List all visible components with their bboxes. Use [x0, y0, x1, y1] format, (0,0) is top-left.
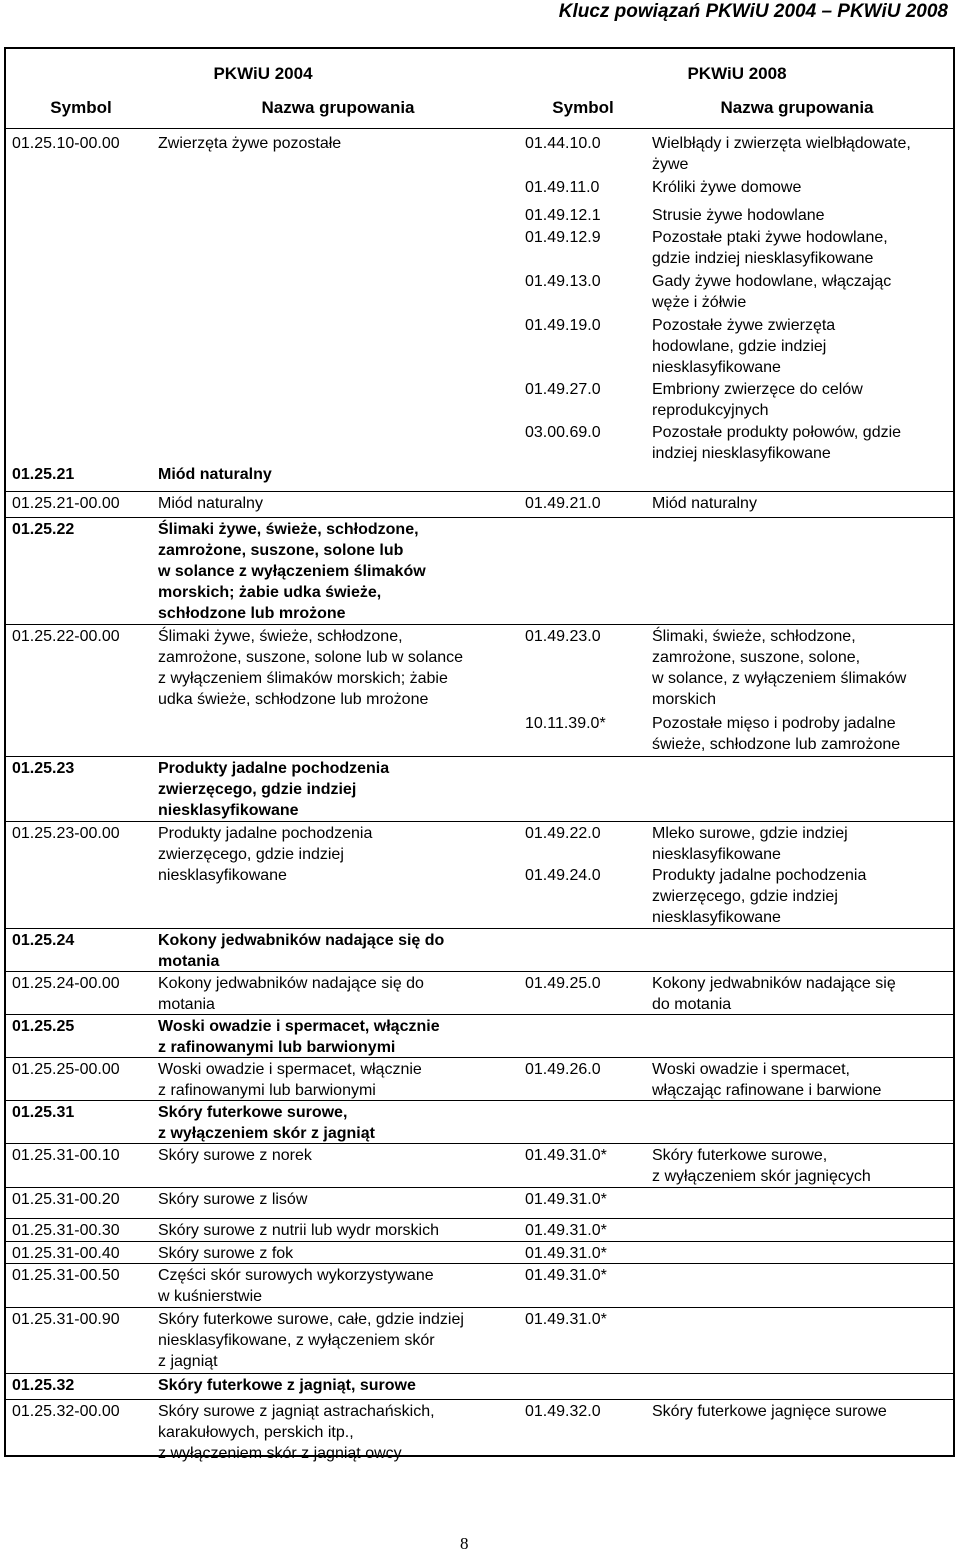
row-symbol-2004: 01.25.32 — [12, 1377, 75, 1394]
row-symbol-2008: 01.49.13.0 — [525, 273, 601, 290]
table-row — [6, 314, 953, 378]
table-row — [6, 1187, 953, 1219]
table-row-group — [6, 1100, 953, 1144]
row-name-2008: Embriony zwierzęce do celów reprodukcyjnych — [652, 381, 863, 419]
table-row — [6, 421, 953, 463]
row-name-2008: Króliki żywe domowe — [652, 179, 802, 196]
row-symbol-2008: 01.49.11.0 — [525, 179, 600, 196]
row-symbol-2008: 01.49.31.0* — [525, 1267, 607, 1284]
row-symbol-2008: 01.44.10.0 — [525, 135, 601, 152]
table-row — [6, 1143, 953, 1188]
row-name-2008: Pozostałe żywe zwierzęta hodowlane, gdzie indziej niesklasyfikowane — [652, 317, 836, 376]
row-symbol-2008: 01.49.19.0 — [525, 317, 601, 334]
page-number: 8 — [460, 1534, 469, 1553]
row-symbol-2004: 01.25.21 — [12, 466, 75, 483]
row-name-2004: Skóry surowe z lisów — [158, 1191, 308, 1208]
table-row — [6, 204, 953, 226]
row-symbol-2004: 01.25.31-00.10 — [12, 1147, 120, 1164]
row-symbol-2008: 01.49.24.0 — [525, 867, 601, 884]
row-symbol-2004: 01.25.31-00.90 — [12, 1311, 120, 1328]
row-symbol-2008: 01.49.21.0 — [525, 495, 601, 512]
row-name-2004: Produkty jadalne pochodzenia zwierzęcego, gdzie indziej niesklasyfikowane — [158, 760, 390, 819]
table-row — [6, 378, 953, 422]
table-row-group — [6, 1373, 953, 1400]
row-name-2008: Pozostałe produkty połowów, gdzie indziej niesklasyfikowane — [652, 424, 902, 462]
table-row-group — [6, 928, 953, 972]
row-symbol-2004: 01.25.31-00.30 — [12, 1222, 120, 1239]
header-symbol-2008: Symbol — [552, 98, 614, 117]
table-row — [6, 491, 953, 518]
row-symbol-2008: 01.49.22.0 — [525, 825, 601, 842]
table-row — [6, 1218, 953, 1242]
row-symbol-2008: 01.49.27.0 — [525, 381, 601, 398]
header-group-2008: PKWiU 2008 — [687, 64, 787, 83]
row-name-2004: Miód naturalny — [158, 466, 272, 483]
row-symbol-2004: 01.25.21-00.00 — [12, 495, 120, 512]
row-name-2008: Pozostałe ptaki żywe hodowlane, gdzie indziej niesklasyfikowane — [652, 229, 888, 267]
row-symbol-2004: 01.25.31-00.50 — [12, 1267, 120, 1284]
row-name-2004: Skóry surowe z norek — [158, 1147, 312, 1164]
row-symbol-2008: 01.49.25.0 — [525, 975, 601, 992]
row-name-2004: Produkty jadalne pochodzenia zwierzęcego, gdzie indziej niesklasyfikowane — [158, 825, 373, 884]
table-row — [6, 1399, 953, 1462]
row-symbol-2008: 03.00.69.0 — [525, 424, 601, 441]
row-name-2008: Pozostałe mięso i podroby jadalne świeże, schłodzone lub zamrożone — [652, 715, 901, 753]
row-name-2008: Miód naturalny — [652, 495, 757, 512]
row-name-2008: Strusie żywe hodowlane — [652, 207, 825, 224]
row-symbol-2008: 01.49.31.0* — [525, 1311, 607, 1328]
table-row — [6, 176, 953, 204]
row-name-2008: Woski owadzie i spermacet, włączając rafinowane i barwione — [652, 1061, 882, 1099]
row-name-2004: Skóry surowe z fok — [158, 1245, 294, 1262]
row-name-2008: Kokony jedwabników nadające się do motania — [652, 975, 896, 1013]
row-symbol-2008: 01.49.23.0 — [525, 628, 601, 645]
table-row — [6, 1263, 953, 1308]
row-name-2008: Ślimaki, świeże, schłodzone, zamrożone, suszone, solone, w solance, z wyłączeniem ślimaków morskich — [652, 628, 907, 708]
row-name-2008: Gady żywe hodowlane, włączając węże i żółwie — [652, 273, 892, 311]
row-name-2004: Kokony jedwabników nadające się do motania — [158, 975, 424, 1013]
row-symbol-2004: 01.25.25-00.00 — [12, 1061, 120, 1078]
document-title: Klucz powiązań PKWiU 2004 – PKWiU 2008 — [558, 1, 948, 22]
row-symbol-2008: 01.49.31.0* — [525, 1222, 607, 1239]
row-symbol-2008: 01.49.31.0* — [525, 1191, 607, 1208]
table-row — [6, 1307, 953, 1374]
row-symbol-2004: 01.25.23 — [12, 760, 75, 777]
row-name-2004: Skóry surowe z jagniąt astrachańskich, karakułowych, perskich itp., z wyłączeniem skór z jagniąt owcy — [158, 1403, 435, 1462]
row-name-2008: Skóry futerkowe surowe, z wyłączeniem skór jagnięcych — [652, 1147, 871, 1185]
table-row — [6, 226, 953, 270]
table-row — [6, 270, 953, 314]
row-symbol-2008: 01.49.31.0* — [525, 1147, 607, 1164]
table-row — [6, 971, 953, 1015]
table-row — [6, 864, 953, 928]
header-divider — [6, 128, 953, 129]
row-symbol-2004: 01.25.22 — [12, 521, 75, 538]
row-symbol-2008: 01.49.26.0 — [525, 1061, 601, 1078]
table-row-group — [6, 1014, 953, 1058]
header-name-2008: Nazwa grupowania — [720, 98, 874, 117]
row-symbol-2004: 01.25.31 — [12, 1104, 75, 1121]
table-row — [6, 132, 953, 176]
header-symbol-2004: Symbol — [50, 98, 112, 117]
row-name-2008: Wielbłądy i zwierzęta wielbłądowate, żywe — [652, 135, 911, 173]
row-symbol-2004: 01.25.24 — [12, 932, 75, 949]
row-name-2004: Ślimaki żywe, świeże, schłodzone, zamrożone, suszone, solone lub w solance z wyłączeniem ślimaków morskich; żabie udka świeże, schłodzone lub mrożone — [158, 521, 426, 622]
table-row — [6, 1057, 953, 1101]
row-name-2004: Skóry futerkowe surowe, całe, gdzie indziej niesklasyfikowane, z wyłączeniem skór z jagniąt — [158, 1311, 464, 1370]
row-symbol-2008: 01.49.12.1 — [525, 207, 601, 224]
row-name-2004: Skóry futerkowe z jagniąt, surowe — [158, 1377, 416, 1394]
row-name-2004: Skóry surowe z nutrii lub wydr morskich — [158, 1222, 439, 1239]
row-symbol-2008: 01.49.32.0 — [525, 1403, 601, 1420]
row-name-2004: Woski owadzie i spermacet, włącznie z rafinowanymi lub barwionymi — [158, 1061, 422, 1099]
row-name-2004: Kokony jedwabników nadające się do motania — [158, 932, 445, 970]
row-symbol-2004: 01.25.10-00.00 — [12, 135, 120, 152]
row-symbol-2004: 01.25.24-00.00 — [12, 975, 120, 992]
table-row — [6, 1241, 953, 1264]
row-name-2004: Części skór surowych wykorzystywane w kuśnierstwie — [158, 1267, 434, 1305]
header-name-2004: Nazwa grupowania — [261, 98, 415, 117]
table-row-group — [6, 756, 953, 822]
row-symbol-2004: 01.25.25 — [12, 1018, 75, 1035]
row-symbol-2008: 10.11.39.0* — [525, 715, 606, 732]
table-row-group — [6, 517, 953, 625]
table-row — [6, 624, 953, 713]
row-symbol-2004: 01.25.31-00.40 — [12, 1245, 120, 1262]
row-name-2004: Ślimaki żywe, świeże, schłodzone, zamrożone, suszone, solone lub w solance z wyłączeniem ślimaków morskich; żabie udka świeże, schłodzone lub mrożone — [158, 628, 464, 708]
row-symbol-2004: 01.25.23-00.00 — [12, 825, 120, 842]
row-symbol-2004: 01.25.31-00.20 — [12, 1191, 120, 1208]
row-symbol-2008: 01.49.31.0* — [525, 1245, 607, 1262]
row-name-2008: Mleko surowe, gdzie indziej niesklasyfikowane — [652, 825, 848, 863]
row-name-2008: Produkty jadalne pochodzenia zwierzęcego, gdzie indziej niesklasyfikowane — [652, 867, 867, 926]
header-group-2004: PKWiU 2004 — [213, 64, 313, 83]
table-row-group — [6, 463, 953, 491]
row-symbol-2004: 01.25.22-00.00 — [12, 628, 120, 645]
row-symbol-2008: 01.49.12.9 — [525, 229, 601, 246]
row-name-2004: Woski owadzie i spermacet, włącznie z rafinowanymi lub barwionymi — [158, 1018, 440, 1056]
row-name-2008: Skóry futerkowe jagnięce surowe — [652, 1403, 887, 1420]
row-name-2004: Skóry futerkowe surowe, z wyłączeniem skór z jagniąt — [158, 1104, 375, 1142]
row-symbol-2004: 01.25.32-00.00 — [12, 1403, 120, 1420]
row-name-2004: Zwierzęta żywe pozostałe — [158, 135, 342, 152]
row-name-2004: Miód naturalny — [158, 495, 263, 512]
table-row — [6, 712, 953, 756]
